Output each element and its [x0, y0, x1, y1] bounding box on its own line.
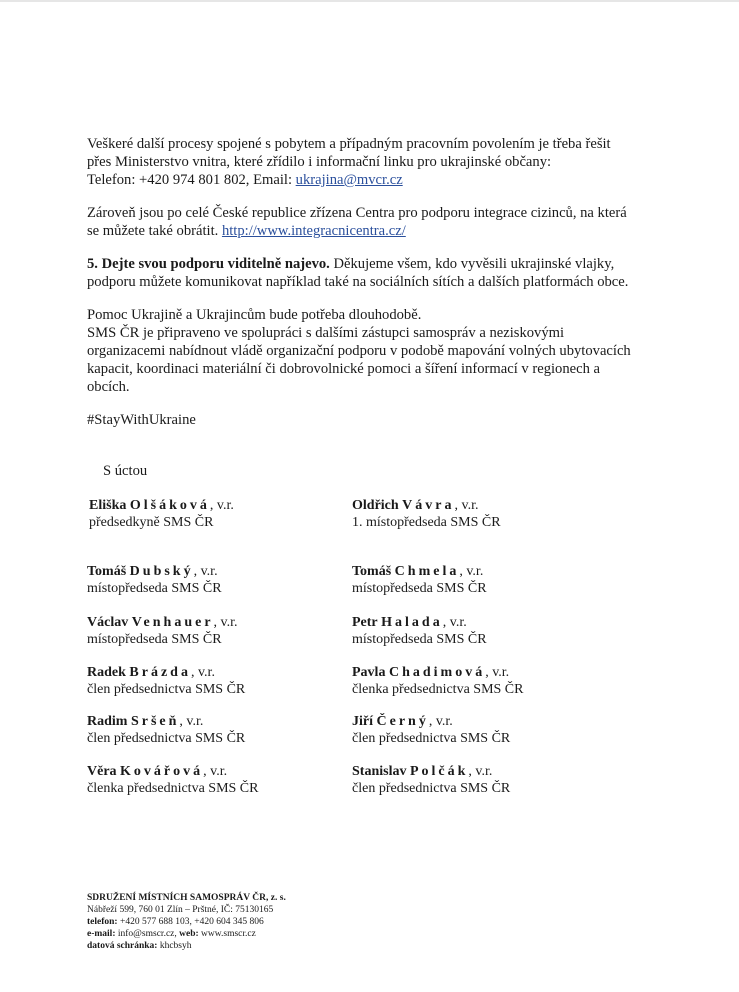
vr-suffix: , v.r.: [468, 764, 493, 779]
vr-suffix: , v.r.: [485, 665, 510, 680]
last-name: Vávra: [402, 498, 455, 513]
signatory-role: místopředseda SMS ČR: [87, 581, 222, 596]
vr-suffix: , v.r.: [190, 665, 215, 680]
signatory-role: předsedkyně SMS ČR: [89, 515, 214, 530]
text-line-rest: Děkujeme všem, kdo vyvěsili ukrajinské vlajky,: [329, 256, 615, 272]
vr-suffix: , v.r.: [179, 714, 204, 729]
footer-phone-label: telefon:: [87, 917, 118, 927]
signatory-role: místopředseda SMS ČR: [87, 632, 222, 647]
signatory-1: [352, 497, 501, 531]
last-name: Olšáková: [129, 498, 210, 513]
footer-phone-value: +420 577 688 103, +420 604 345 806: [117, 917, 264, 927]
last-name: Venhauer: [131, 615, 214, 630]
first-name: Věra: [87, 764, 117, 779]
footer-email-web: [87, 928, 286, 940]
text-line: obcích.: [87, 379, 130, 395]
last-name: Chmela: [394, 564, 460, 579]
signatory-10: [87, 763, 258, 797]
last-name: Brázda: [129, 665, 191, 680]
signatory-2: [87, 563, 222, 597]
email-link[interactable]: ukrajina@mvcr.cz: [295, 172, 403, 188]
paragraph-long-term-help: [87, 306, 667, 396]
first-name: Radek: [87, 665, 126, 680]
last-name: Sršeň: [130, 714, 180, 729]
signatory-3: [352, 563, 487, 597]
signatory-role: 1. místopředseda SMS ČR: [352, 515, 501, 530]
first-name: Václav: [87, 615, 129, 630]
vr-suffix: , v.r.: [213, 615, 238, 630]
footer-databox-value: khcbsyh: [157, 941, 192, 951]
signatory-8: [87, 713, 245, 747]
footer-databox-label: datová schránka:: [87, 941, 158, 951]
signatory-11: [352, 763, 510, 797]
vr-suffix: , v.r.: [459, 564, 484, 579]
first-name: Eliška: [89, 498, 127, 513]
footer-email-label: e-mail:: [87, 929, 116, 939]
signatory-0: [89, 497, 234, 531]
greeting: S úctou: [103, 463, 148, 479]
first-name: Tomáš: [87, 564, 127, 579]
first-name: Petr: [352, 615, 378, 630]
footer-phone: [87, 916, 286, 928]
footer-web-label: web:: [179, 929, 199, 939]
paragraph-integration-centers: [87, 204, 667, 240]
contact-line: [87, 171, 667, 189]
first-name: Pavla: [352, 665, 386, 680]
first-name: Stanislav: [352, 764, 407, 779]
last-name: Halada: [381, 615, 443, 630]
page-top-border: [0, 0, 739, 2]
footer-databox: [87, 940, 286, 952]
text-line: podporu můžete komunikovat například také na sociálních sítích a dalších platformách obce.: [87, 274, 629, 290]
paragraph-ministry: [87, 135, 667, 189]
signatory-role: členka předsednictva SMS ČR: [352, 682, 524, 697]
integration-centers-link[interactable]: http://www.integracnicentra.cz/: [221, 223, 406, 239]
last-name: Kovářová: [120, 764, 204, 779]
text-line: kapacit, koordinaci materiální či dobrovolnické pomoci a šíření informací v regionech a: [87, 361, 601, 377]
text-line: přes Ministerstvo vnitra, které zřídilo i informační linku pro ukrajinské občany:: [87, 154, 552, 170]
vr-suffix: , v.r.: [203, 764, 228, 779]
text-line: [87, 255, 667, 273]
footer-email-value: info@smscr.cz,: [115, 929, 180, 939]
signatory-role: člen předsednictva SMS ČR: [87, 731, 246, 746]
text-line: Zároveň jsou po celé České republice zřízena Centra pro podporu integrace cizinců, na která: [87, 205, 627, 221]
first-name: Oldřich: [352, 498, 399, 513]
signatory-role: členka předsednictva SMS ČR: [87, 781, 259, 796]
signatory-9: [352, 713, 510, 747]
section-heading: 5. Dejte svou podporu viditelně najevo.: [87, 256, 330, 272]
vr-suffix: , v.r.: [193, 564, 218, 579]
text-line-prefix: se můžete také obrátit.: [87, 223, 222, 239]
vr-suffix: , v.r.: [454, 498, 479, 513]
signatory-4: [87, 614, 238, 648]
vr-suffix: , v.r.: [428, 714, 453, 729]
first-name: Jiří: [352, 714, 373, 729]
vr-suffix: , v.r.: [209, 498, 234, 513]
text-line: [87, 222, 667, 240]
first-name: Tomáš: [352, 564, 392, 579]
vr-suffix: , v.r.: [442, 615, 467, 630]
text-line: Veškeré další procesy spojené s pobytem a případným pracovním povolením je třeba řešit: [87, 136, 611, 152]
text-line: organizacemi nabídnout vládě organizační podporu v podobě mapování volných ubytovacích: [87, 343, 631, 359]
last-name: Dubský: [129, 564, 194, 579]
last-name: Černý: [376, 714, 429, 729]
last-name: Polčák: [409, 764, 469, 779]
footer-address: Nábřeží 599, 760 01 Zlín – Prštné, IČ: 75130165: [87, 905, 274, 915]
signatory-5: [352, 614, 487, 648]
text-line: Pomoc Ukrajině a Ukrajincům bude potřeba dlouhodobě.: [87, 307, 422, 323]
signatory-role: člen předsednictva SMS ČR: [352, 731, 511, 746]
hashtag: #StayWithUkraine: [87, 412, 196, 428]
paragraph-support: [87, 255, 667, 291]
phone-text: Telefon: +420 974 801 802, Email:: [87, 172, 296, 188]
signatory-role: člen předsednictva SMS ČR: [352, 781, 511, 796]
last-name: Chadimová: [388, 665, 486, 680]
text-line: SMS ČR je připraveno ve spolupráci s dalšími zástupci samospráv a neziskovými: [87, 325, 565, 341]
footer-web-value: www.smscr.cz: [198, 929, 256, 939]
signatory-role: místopředseda SMS ČR: [352, 632, 487, 647]
signatory-6: [87, 664, 245, 698]
footer-org-name: SDRUŽENÍ MÍSTNÍCH SAMOSPRÁV ČR, z. s.: [87, 893, 286, 903]
signatory-role: člen předsednictva SMS ČR: [87, 682, 246, 697]
signatory-role: místopředseda SMS ČR: [352, 581, 487, 596]
first-name: Radim: [87, 714, 128, 729]
footer-contact-block: [87, 892, 286, 952]
signatory-7: [352, 664, 523, 698]
